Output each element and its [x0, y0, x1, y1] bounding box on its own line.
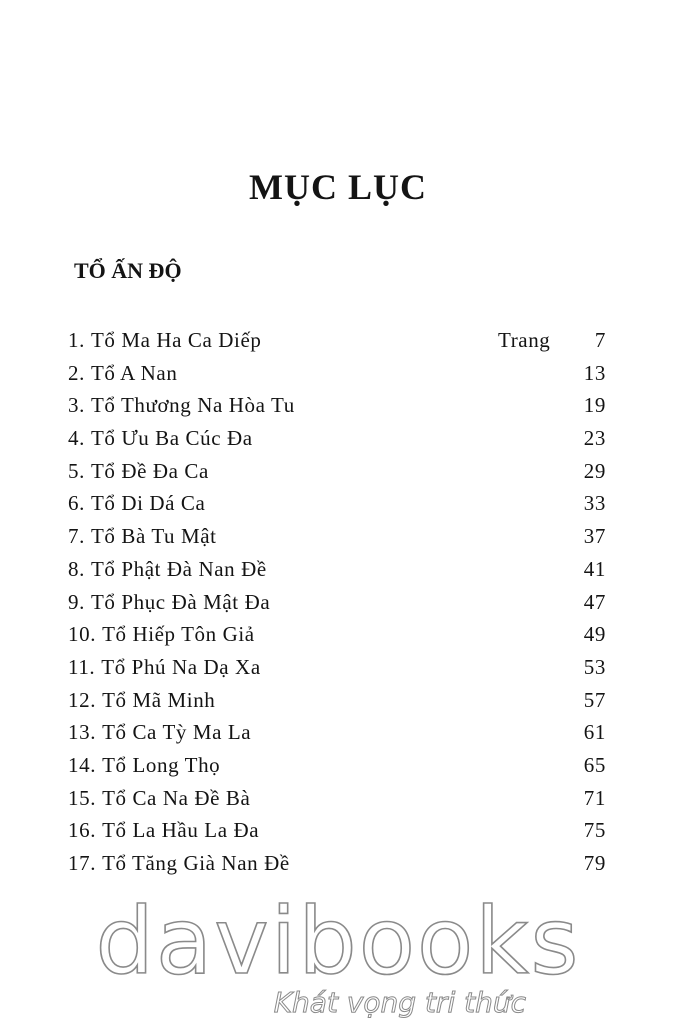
- toc-entry-page: 29: [583, 458, 606, 483]
- toc-list: [0, 324, 700, 880]
- toc-entry-label: Tổ Phú Na Dạ Xa: [101, 654, 261, 679]
- toc-entry-label: Tổ Ca Na Đề Bà: [102, 785, 251, 810]
- toc-entry: [0, 553, 700, 586]
- toc-entry: [0, 520, 700, 553]
- toc-entry-page: 13: [583, 360, 606, 385]
- toc-entry: [0, 814, 700, 847]
- toc-entry-number: 4.: [68, 426, 85, 451]
- toc-entry-text: [68, 520, 217, 553]
- toc-entry-number: 6.: [68, 491, 85, 516]
- toc-entry-page: 61: [583, 720, 606, 745]
- toc-entry-text: [68, 716, 251, 749]
- toc-entry-page: 33: [583, 491, 606, 516]
- toc-entry-text: [68, 324, 262, 357]
- toc-entry: [0, 684, 700, 717]
- toc-entry-text: [68, 684, 215, 717]
- toc-entry-text: [68, 847, 290, 880]
- toc-entry: [0, 749, 700, 782]
- toc-entry-label: Tổ Phục Đà Mật Đa: [90, 589, 271, 614]
- toc-entry-label: Tổ Long Thọ: [102, 752, 221, 777]
- toc-entry-page: 37: [583, 524, 606, 549]
- toc-entry-number: 9.: [68, 589, 85, 614]
- toc-entry-label: Tổ La Hầu La Đa: [102, 818, 260, 843]
- toc-entry-page: 7: [594, 328, 606, 352]
- toc-entry-label: Tổ Phật Đà Nan Đề: [90, 556, 267, 581]
- toc-entry-number: 15.: [68, 785, 97, 810]
- toc-entry-number: 2.: [68, 360, 85, 385]
- toc-entry-number: 1.: [68, 328, 85, 352]
- toc-entry-number: 13.: [68, 720, 97, 745]
- toc-entry-text: [68, 553, 267, 586]
- toc-entry-page: 49: [583, 622, 606, 647]
- toc-entry-label: Tổ Thương Na Hòa Tu: [90, 393, 295, 418]
- watermark-slogan: Khát vọng tri thức: [273, 986, 526, 1019]
- toc-entry-label: Tổ A Nan: [90, 360, 178, 385]
- toc-entry: [0, 586, 700, 619]
- toc-entry-page: 75: [583, 818, 606, 843]
- toc-entry-label: Tổ Bà Tu Mật: [90, 524, 217, 549]
- page-title: MỤC LỤC: [249, 167, 427, 207]
- toc-entry-page: 79: [583, 851, 606, 875]
- toc-entry-text: [68, 422, 253, 455]
- section-title: TỔ ẤN ĐỘ: [74, 258, 182, 283]
- toc-entry-label: Tổ Ca Tỳ Ma La: [102, 720, 252, 745]
- toc-entry-text: [68, 814, 259, 847]
- page-column-label: Trang: [498, 328, 551, 352]
- toc-entry-page: 23: [583, 426, 606, 451]
- toc-entry-label: Tổ Di Dá Ca: [90, 491, 206, 516]
- toc-entry-page: 19: [583, 393, 606, 418]
- toc-entry-text: [68, 455, 209, 488]
- toc-entry-number: 14.: [68, 752, 97, 777]
- toc-entry-label: Tổ Tăng Già Nan Đề: [102, 851, 290, 875]
- toc-entry: [0, 618, 700, 651]
- toc-entry-number: 17.: [68, 851, 97, 875]
- toc-entry: [0, 389, 700, 422]
- toc-entry-label: Tổ Hiếp Tôn Giả: [102, 622, 255, 647]
- toc-entry: [0, 422, 700, 455]
- toc-entry-page: 53: [583, 654, 606, 679]
- toc-entry-page: 41: [583, 556, 606, 581]
- toc-entry-text: [68, 487, 205, 520]
- toc-entry: [0, 716, 700, 749]
- toc-entry-label: Tổ Đề Đa Ca: [90, 458, 209, 483]
- watermark-brand: davibooks: [95, 888, 581, 995]
- toc-entry: [0, 324, 700, 357]
- toc-entry-page: 65: [583, 752, 606, 777]
- toc-entry-page: 71: [583, 785, 606, 810]
- toc-entry-number: 11.: [68, 654, 96, 679]
- toc-entry-number: 12.: [68, 687, 97, 712]
- toc-entry-label: Tổ Ưu Ba Cúc Đa: [90, 426, 253, 451]
- toc-entry-page: 57: [583, 687, 606, 712]
- toc-entry-text: [68, 389, 295, 422]
- toc-entry-page: 47: [583, 589, 606, 614]
- toc-entry-number: 8.: [68, 556, 85, 581]
- toc-entry-number: 10.: [68, 622, 97, 647]
- toc-entry-text: [68, 749, 220, 782]
- toc-entry-text: [68, 586, 270, 619]
- toc-entry: [0, 651, 700, 684]
- toc-entry: [0, 455, 700, 488]
- toc-entry-number: 5.: [68, 458, 85, 483]
- toc-entry-number: 3.: [68, 393, 85, 418]
- toc-entry-text: [68, 782, 250, 815]
- toc-entry-text: [68, 618, 255, 651]
- toc-entry-label: Tổ Mã Minh: [102, 687, 216, 712]
- toc-entry-text: [68, 651, 261, 684]
- toc-entry-number: 7.: [68, 524, 85, 549]
- toc-entry: [0, 357, 700, 390]
- toc-entry-label: Tổ Ma Ha Ca Diếp: [90, 328, 262, 352]
- toc-entry: [0, 847, 700, 880]
- toc-entry: [0, 487, 700, 520]
- toc-entry-number: 16.: [68, 818, 97, 843]
- toc-entry: [0, 782, 700, 815]
- toc-entry-text: [68, 357, 177, 390]
